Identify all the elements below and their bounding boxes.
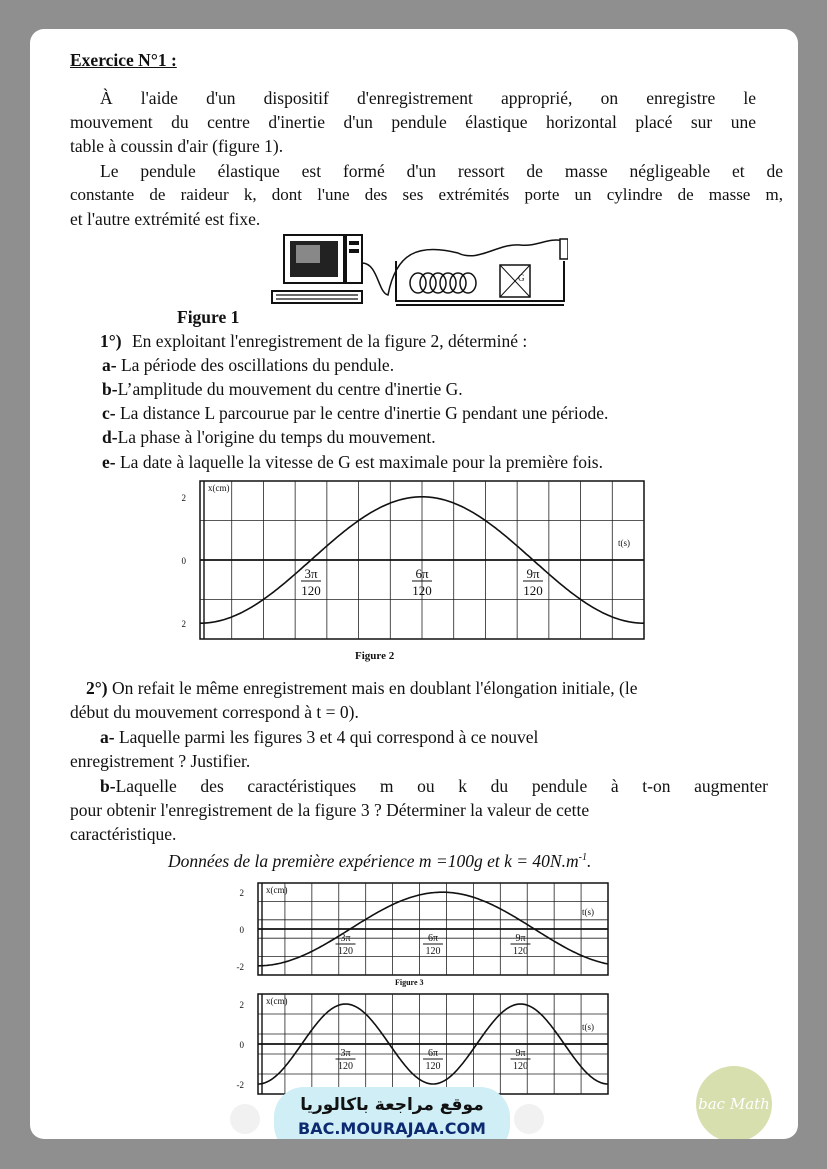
bac-math-logo: [696, 1066, 772, 1139]
intro-line-6: et l'autre extrémité est fixe.: [70, 209, 261, 229]
x-tick-numerator: 9π: [526, 566, 540, 581]
q2a-line-2: enregistrement ? Justifier.: [70, 751, 251, 771]
y-axis-label: x(cm): [266, 996, 288, 1006]
x-tick-denominator: 120: [338, 946, 353, 957]
x-tick-denominator: 120: [425, 946, 441, 957]
data-line-end: .: [586, 850, 592, 871]
q1-item-c-letter: c-: [102, 403, 116, 423]
q1-item-d-letter: d-: [102, 427, 118, 447]
q2-line-2: début du mouvement correspond à t = 0).: [70, 702, 359, 722]
x-tick-numerator: 3π: [304, 566, 318, 581]
q1-item-e-letter: e-: [102, 452, 116, 472]
q1-item-c: [102, 402, 608, 424]
x-tick-numerator: 9π: [515, 933, 526, 944]
q2b-line-1: [100, 775, 768, 797]
x-axis-label: t(s): [582, 907, 594, 917]
q1-header: [100, 330, 527, 352]
x-tick-numerator: 6π: [427, 1048, 439, 1059]
q1-item-a: [102, 354, 394, 376]
x-tick-denominator: 120: [425, 1061, 441, 1072]
figure-4-svg: [210, 994, 620, 1094]
figure-3-svg: [210, 881, 620, 981]
q2a-letter: a-: [100, 727, 115, 747]
x-tick-denominator: 120: [513, 946, 528, 957]
q1-item-b-letter: b-: [102, 379, 118, 399]
x-tick-numerator: 6π: [427, 933, 439, 944]
y-tick-label: -2: [236, 961, 244, 972]
figure-2-caption: Figure 2: [355, 650, 395, 662]
x-tick-denominator: 120: [523, 583, 543, 598]
data-line-exponent: -1: [578, 852, 587, 863]
q2-number: 2°): [86, 678, 108, 698]
q2a-line-1: [100, 726, 538, 748]
x-tick-numerator: 9π: [515, 1048, 526, 1059]
q1-item-e-text: La date à laquelle la vitesse de G est maximale pour la première fois.: [119, 452, 603, 472]
x-tick-denominator: 120: [338, 1061, 353, 1072]
q2b-line-3: caractéristique.: [70, 824, 177, 844]
y-tick-label: 2: [239, 888, 244, 899]
y-axis-label: x(cm): [208, 483, 230, 493]
y-tick-label: 2: [181, 492, 186, 503]
q1-item-d: [102, 426, 436, 448]
q1-number: 1°): [100, 331, 122, 351]
figure-1-apparatus: [268, 233, 568, 311]
q1-item-d-text: La phase à l'origine du temps du mouvement.: [117, 427, 436, 447]
data-line: [168, 847, 591, 872]
svg-text:G: G: [518, 273, 525, 283]
q2b-letter: b-: [100, 776, 116, 796]
x-tick-denominator: 120: [301, 583, 321, 598]
q1-item-b-text: L’amplitude du mouvement du centre d'inertie G.: [117, 379, 463, 399]
intro-line-2: mouvement du centre d'inertie d'un pendule élastique horizontal placé sur une: [70, 112, 756, 132]
x-tick-numerator: 3π: [340, 933, 351, 944]
figure-3-chart: [210, 881, 620, 986]
intro-line-3: table à coussin d'air (figure 1).: [70, 136, 284, 156]
q2a-line-1-text: Laquelle parmi les figures 3 et 4 qui correspond à ce nouvel: [118, 727, 539, 747]
q2b-line-1-text: Laquelle des caractéristiques m ou k du pendule à t-on augmenter: [115, 776, 768, 796]
right-small-logo: [514, 1104, 544, 1134]
q2-line-1: [86, 677, 638, 699]
figure-1-label: Figure 1: [177, 307, 240, 327]
q1-item-e: [102, 451, 603, 473]
y-axis-label: x(cm): [266, 885, 288, 895]
q1-item-a-letter: a-: [102, 355, 117, 375]
q1-item-a-text: La période des oscillations du pendule.: [120, 355, 395, 375]
bac-math-logo-text: bac Math: [698, 1095, 770, 1113]
q1-text: En exploitant l'enregistrement de la figure 2, déterminé :: [131, 331, 528, 351]
x-axis-label: t(s): [618, 538, 630, 548]
exercise-title: Exercice N°1 :: [70, 50, 177, 70]
y-tick-label: -2: [236, 1080, 244, 1090]
q1-item-b: [102, 378, 463, 400]
x-tick-numerator: 6π: [415, 566, 429, 581]
x-tick-denominator: 120: [513, 1061, 528, 1072]
y-tick-label: 0: [181, 556, 186, 566]
q1-item-c-text: La distance L parcourue par le centre d'inertie G pendant une période.: [119, 403, 609, 423]
y-tick-label: 0: [239, 925, 244, 935]
x-tick-denominator: 120: [412, 583, 432, 598]
y-tick-label: 2: [181, 619, 186, 630]
banner-arabic: موقع مراجعة باكالوريا: [300, 1095, 484, 1115]
figure-4-chart: [210, 994, 620, 1099]
x-axis-label: t(s): [582, 1022, 594, 1032]
figure-2-chart: [140, 481, 630, 648]
intro-line-5: constante de raideur k, dont l'une des ses extrémités porte un cylindre de masse m,: [70, 185, 783, 204]
y-tick-label: 0: [239, 1040, 244, 1050]
intro-line-4: Le pendule élastique est formé d'un ressort de masse négligeable et de: [100, 161, 783, 181]
site-banner[interactable]: [274, 1087, 510, 1139]
data-line-text: Données de la première expérience m =100g et k = 40N.m: [168, 850, 579, 871]
left-small-logo: [230, 1104, 260, 1134]
exam-page: [30, 29, 798, 1139]
intro-line-1: À l'aide d'un dispositif d'enregistrement approprié, on enregistre le: [100, 88, 756, 108]
figure-2-svg: [140, 481, 630, 643]
q2-line-1-text: On refait le même enregistrement mais en doublant l'élongation initiale, (le: [111, 678, 638, 698]
figure-3-caption: Figure 3: [395, 978, 424, 987]
x-tick-numerator: 3π: [340, 1048, 351, 1059]
banner-site[interactable]: BAC.MOURAJAA.COM: [298, 1119, 486, 1138]
q2b-line-2: pour obtenir l'enregistrement de la figure 3 ? Déterminer la valeur de cette: [70, 800, 590, 820]
y-tick-label: 2: [239, 1000, 244, 1010]
